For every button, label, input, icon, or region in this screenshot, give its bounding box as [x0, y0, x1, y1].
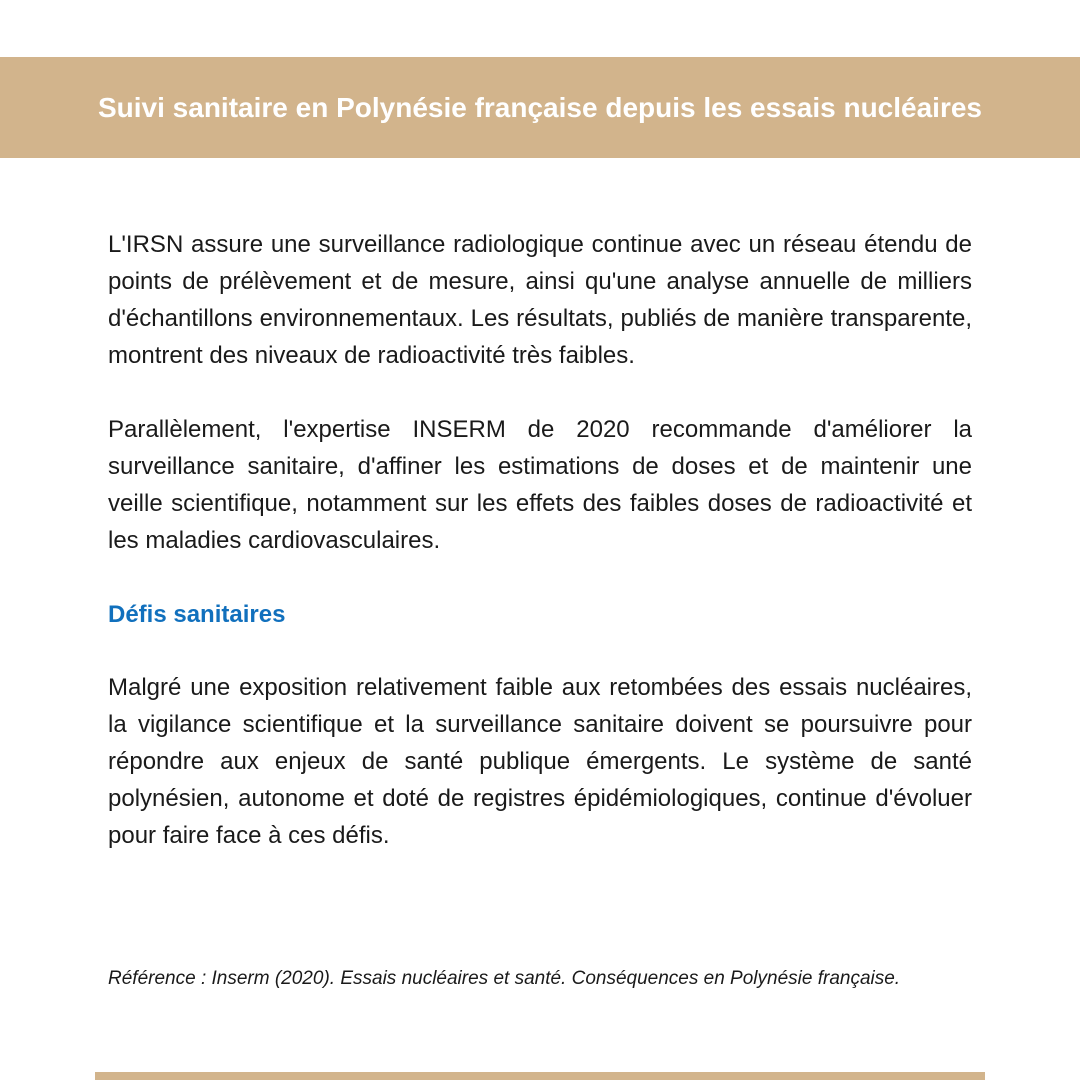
reference-citation: Référence : Inserm (2020). Essais nucléaires et santé. Conséquences en Polynésie française. — [108, 968, 901, 989]
paragraph-irsn-surveillance: L'IRSN assure une surveillance radiologique continue avec un réseau étendu de points de prélèvement et de mesure, ainsi qu'une analyse annuelle de milliers d'échantillons environnementaux. Les résultats, publiés de manière transparente, montrent des niveaux de radioactivité très faibles. — [108, 231, 972, 369]
main-content — [108, 158, 972, 1011]
title-banner — [0, 57, 1080, 158]
footer-accent-bar — [95, 1072, 985, 1080]
page-title: Suivi sanitaire en Polynésie française depuis les essais nucléaires — [97, 91, 982, 123]
paragraph-inserm-expertise: Parallèlement, l'expertise INSERM de 2020 recommande d'améliorer la surveillance sanitaire, d'affiner les estimations de doses et de maintenir une veille scientifique, notamment sur les effets des faibles doses de radioactivité et les maladies cardiovasculaires. — [108, 416, 972, 554]
paragraph-defis-sanitaires: Malgré une exposition relativement faible aux retombées des essais nucléaires, la vigilance scientifique et la surveillance sanitaire doivent se poursuivre pour répondre aux enjeux de santé publique émergents. Le système de santé polynésien, autonome et doté de registres épidémiologiques, continue d'évoluer pour faire face à ces défis. — [108, 674, 972, 849]
section-heading-defis-sanitaires: Défis sanitaires — [108, 601, 286, 628]
